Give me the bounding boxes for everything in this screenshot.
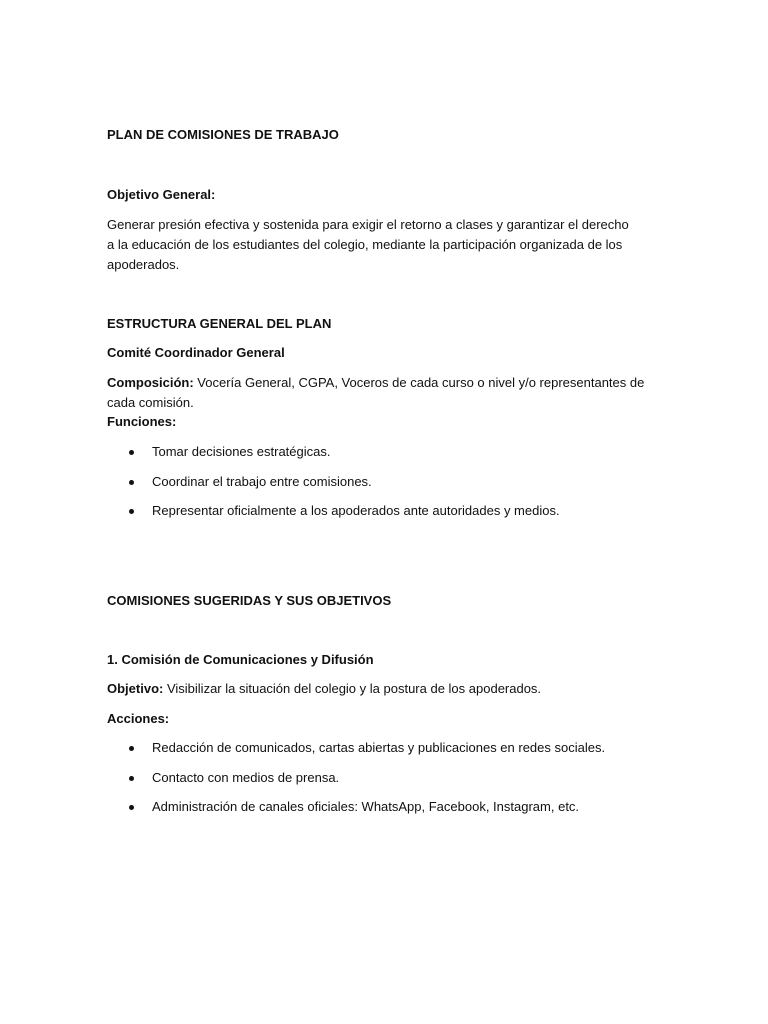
composicion-continuation: cada comisión. bbox=[107, 395, 194, 410]
comite-heading: Comité Coordinador General bbox=[107, 345, 285, 360]
objetivo-text: Visibilizar la situación del colegio y la postura de los apoderados. bbox=[163, 681, 542, 696]
bullet-icon bbox=[129, 746, 134, 751]
list-item-text: Administración de canales oficiales: WhatsApp, Facebook, Instagram, etc. bbox=[152, 799, 580, 814]
list-item-text: Coordinar el trabajo entre comisiones. bbox=[152, 474, 372, 489]
list-item-text: Tomar decisiones estratégicas. bbox=[152, 444, 331, 459]
composicion-label: Composición: bbox=[107, 375, 194, 390]
acciones-label: Acciones: bbox=[107, 711, 170, 726]
estructura-heading: ESTRUCTURA GENERAL DEL PLAN bbox=[107, 316, 332, 331]
objetivo-general-heading: Objetivo General: bbox=[107, 187, 216, 202]
objetivo-general-line: a la educación de los estudiantes del colegio, mediante la participación organizada de los bbox=[107, 237, 623, 252]
list-item-text: Contacto con medios de prensa. bbox=[152, 770, 340, 785]
objetivo-general-line: Generar presión efectiva y sostenida para exigir el retorno a clases y garantizar el derecho bbox=[107, 217, 629, 232]
list-item-text: Representar oficialmente a los apoderados ante autoridades y medios. bbox=[152, 503, 560, 518]
bullet-icon bbox=[129, 450, 134, 455]
composicion-text: Vocería General, CGPA, Voceros de cada curso o nivel y/o representantes de bbox=[193, 375, 645, 390]
document-title: PLAN DE COMISIONES DE TRABAJO bbox=[107, 127, 339, 142]
comision-title: 1. Comisión de Comunicaciones y Difusión bbox=[107, 652, 374, 667]
comision-objetivo bbox=[107, 679, 541, 699]
list-item-text: Redacción de comunicados, cartas abiertas y publicaciones en redes sociales. bbox=[152, 740, 606, 755]
objetivo-general-line: apoderados. bbox=[107, 257, 180, 272]
bullet-icon bbox=[129, 480, 134, 485]
comisiones-heading: COMISIONES SUGERIDAS Y SUS OBJETIVOS bbox=[107, 593, 392, 608]
funciones-label: Funciones: bbox=[107, 414, 177, 429]
objetivo-label: Objetivo: bbox=[107, 681, 164, 696]
bullet-icon bbox=[129, 509, 134, 514]
bullet-icon bbox=[129, 776, 134, 781]
composicion-paragraph bbox=[107, 373, 644, 393]
bullet-icon bbox=[129, 805, 134, 810]
